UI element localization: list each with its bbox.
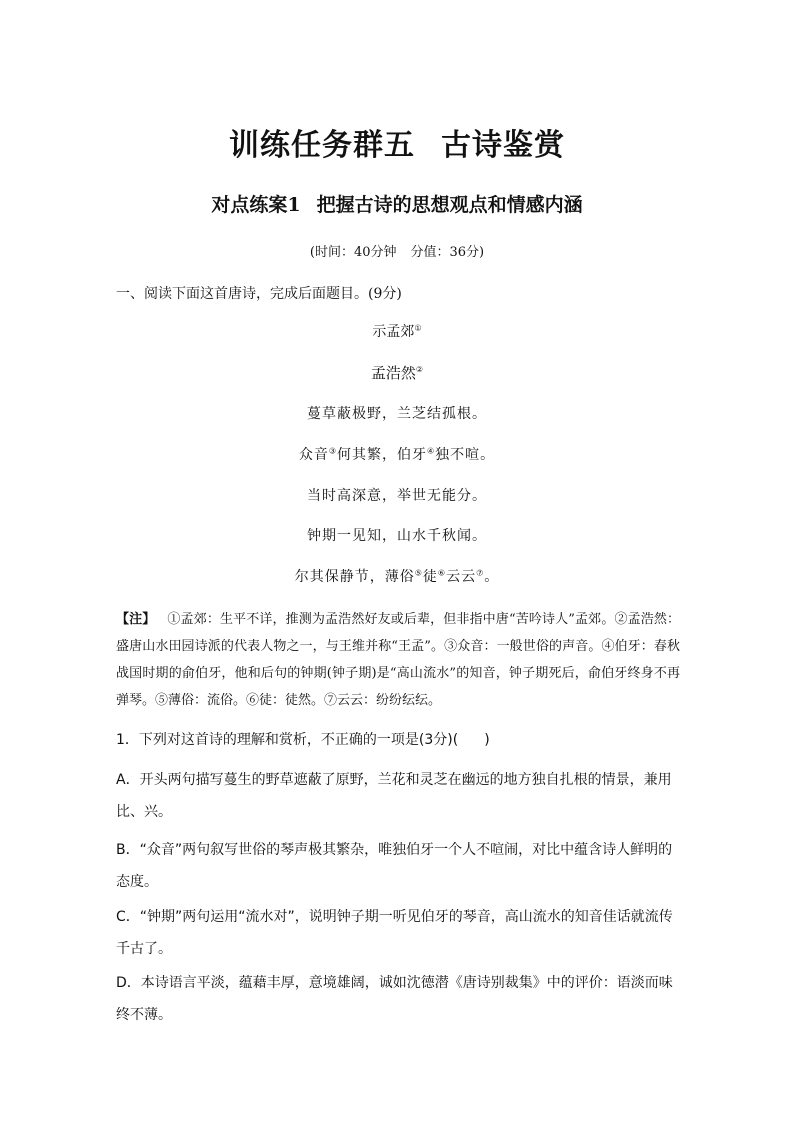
poem-line-2 [0, 444, 794, 464]
option-c: C．“钟期”两句运用“流水对”，说明钟子期一听见伯牙的琴音，高山流水的知音佳话就流传千古了。 [116, 909, 673, 957]
footnote-mark: ② [415, 365, 424, 374]
poem-title-text: 示孟郊 [372, 324, 415, 340]
note-label: 【注】 [116, 612, 156, 627]
poem-author-text: 孟浩然 [370, 364, 416, 382]
poem-line-5-part-a: 尔其保静节，薄俗 [294, 569, 415, 585]
poem-line-5-part-c: 云云 [446, 569, 477, 585]
exam-meta [0, 241, 794, 260]
poem-title [0, 321, 794, 341]
question-stem-text: 1．下列对这首诗的理解和赏析，不正确的一项是(3分)( [116, 732, 459, 748]
note-text: ①孟郊：生平不详，推测为孟浩然好友或后辈，但非指中唐“苦吟诗人”孟郊。②孟浩然：盛唐山水田园诗派的代表人物之一，与王维并称“王孟”。③众音：一般世俗的声音。④伯牙：春秋战国时期的俞伯牙，他和后句的钟期(钟子期)是“高山流水”的知音，钟子期死后，俞伯牙终身不再弹琴。⑤薄俗：流俗。⑥徒：徒然。⑦云云：纷纷纭纭。 [116, 612, 680, 708]
footnote-mark: ⑥ [437, 568, 447, 578]
poem-line-2-part-c: 独不喧。 [435, 447, 496, 463]
section-heading: 一、阅读下面这首唐诗，完成后面题目。(9分) [116, 286, 402, 302]
footnote-mark: ⑤ [414, 568, 423, 578]
annotation-note [116, 606, 680, 714]
title-part-1: 训练任务群五 [229, 128, 415, 163]
page-title [0, 120, 794, 164]
option-a: A．开头两句描写蔓生的野草遮蔽了原野，兰花和灵芝在幽远的地方独自扎根的情景，兼用比、兴。 [116, 772, 672, 820]
question-stem [116, 729, 490, 749]
poem-line-2-part-b: 何其繁，伯牙 [337, 447, 427, 463]
page-subtitle [0, 190, 794, 217]
subtitle-part-2: 把握古诗的思想观点和情感内涵 [316, 194, 583, 216]
option-d: D．本诗语言平淡，蕴藉丰厚，意境雄阔，诚如沈德潜《唐诗别裁集》中的评价：语淡而味终不薄。 [116, 975, 673, 1023]
poem-line-4: 钟期一见知，山水千秋闻。 [307, 528, 487, 544]
poem-line-2-part-a: 众音 [298, 447, 329, 463]
time-info: (时间：40分钟 [309, 245, 397, 260]
poem-author [0, 362, 794, 383]
question-stem-end: ) [484, 732, 490, 748]
poem-line-1: 蔓草蔽极野，兰芝结孤根。 [307, 406, 487, 422]
poem-line-5 [0, 566, 794, 586]
footnote-mark: ③ [328, 446, 337, 456]
poem-line-5-part-d: 。 [484, 569, 500, 585]
poem-line-3: 当时高深意，举世无能分。 [307, 488, 487, 504]
score-info: 分值：36分) [410, 245, 485, 260]
footnote-mark: ① [414, 323, 422, 333]
footnote-mark: ⑦ [476, 568, 485, 578]
footnote-mark: ④ [427, 446, 436, 456]
subtitle-part-1: 对点练案1 [211, 194, 301, 216]
option-b: B．“众音”两句叙写世俗的琴声极其繁杂，唯独伯牙一个人不喧闹，对比中蕴含诗人鲜明的态度。 [116, 842, 673, 890]
title-part-2: 古诗鉴赏 [441, 128, 565, 163]
poem-line-5-part-b: 徒 [422, 569, 438, 585]
